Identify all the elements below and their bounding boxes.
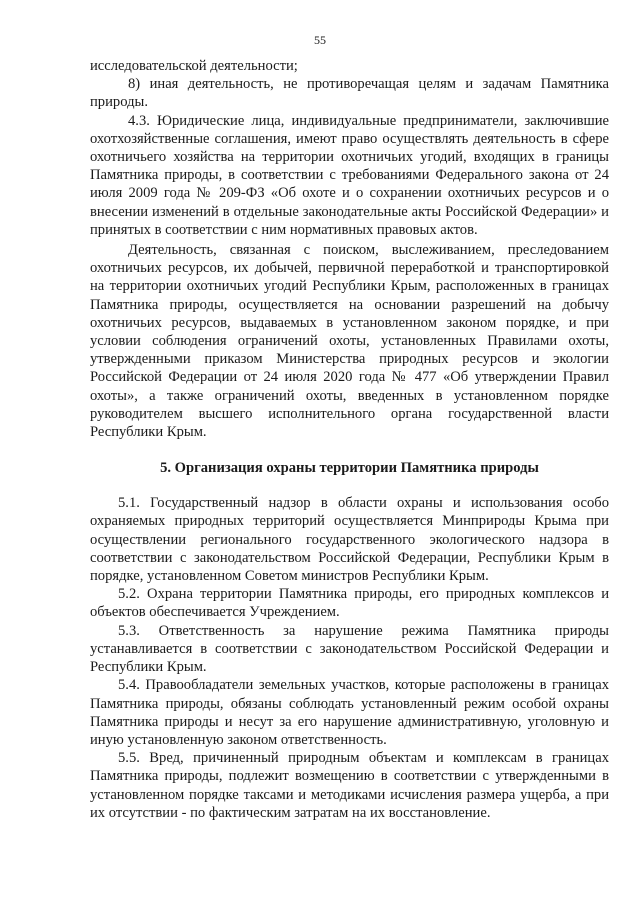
page-number: 55 (314, 33, 326, 47)
paragraph-5-5: 5.5. Вред, причиненный природным объектам и комплексам в границах Памятника природы, подлежит возмещению в соответствии с утвержденными в установленном порядке таксами и методиками исчисления размера ущерба, а при их отсутствии - по фактическим затратам на их восстановление. (90, 750, 609, 821)
document-body (90, 57, 609, 822)
paragraph-5-3: 5.3. Ответственность за нарушение режима Памятника природы устанавливается в соответствии с законодательством Российской Федерации и Республики Крым. (90, 622, 609, 676)
paragraph-5-4: 5.4. Правообладатели земельных участков, которые расположены в границах Памятника природы, обязаны соблюдать установленный режим особой охраны Памятника природы и несут за его нарушение административную, уголовную и иную установленную законом ответственность. (90, 677, 609, 748)
paragraph-4-3: 4.3. Юридические лица, индивидуальные предприниматели, заключившие охотхозяйственные соглашения, имеют право осуществлять деятельность в сфере охотничьего хозяйства на территории охотничьих угодий, входящих в границы Памятника природы, в соответствии с требованиями Федерального закона от 24 июля 2009 года № 209-ФЗ «Об охоте и о сохранении охотничьих ресурсов и о внесении изменений в отдельные законодательные акты Российской Федерации» и принятых в соответствии с ним нормативных правовых актов. (90, 112, 609, 238)
section-heading: 5. Организация охраны территории Памятника природы (160, 460, 539, 477)
paragraph-5-2: 5.2. Охрана территории Памятника природы, его природных комплексов и объектов обеспечивается Учреждением. (90, 586, 609, 621)
paragraph-research-end: исследовательской деятельности; (90, 58, 298, 74)
paragraph-5-1: 5.1. Государственный надзор в области охраны и использования особо охраняемых природных территорий осуществляется Минприроды Крыма при осуществлении регионального государственного экологического надзора в соответствии с законодательством Российской Федерации, Республики Крым в порядке, установленном Советом министров Республики Крым. (90, 495, 609, 585)
paragraph-item-8: 8) иная деятельность, не противоречащая целям и задачам Памятника природы. (90, 76, 609, 111)
paragraph-hunting-activity: Деятельность, связанная с поиском, выслеживанием, преследованием охотничьих ресурсов, их добычей, первичной переработкой и транспортировкой на территории охотничьих угодий Республики Крым, расположенных в границах Памятника природы, осуществляется на основании разрешений на добычу охотничьих ресурсов, выдаваемых в установленном законом порядке, и при условии соблюдения ограничений охоты, установленных Правилами охоты, утвержденными приказом Министерства природных ресурсов и экологии Российской Федерации от 24 июля 2020 года № 477 «Об утверждении Правил охоты», а также ограничений охоты, введенных в установленном порядке руководителем высшего исполнительного органа государственной власти Республики Крым. (90, 242, 609, 441)
